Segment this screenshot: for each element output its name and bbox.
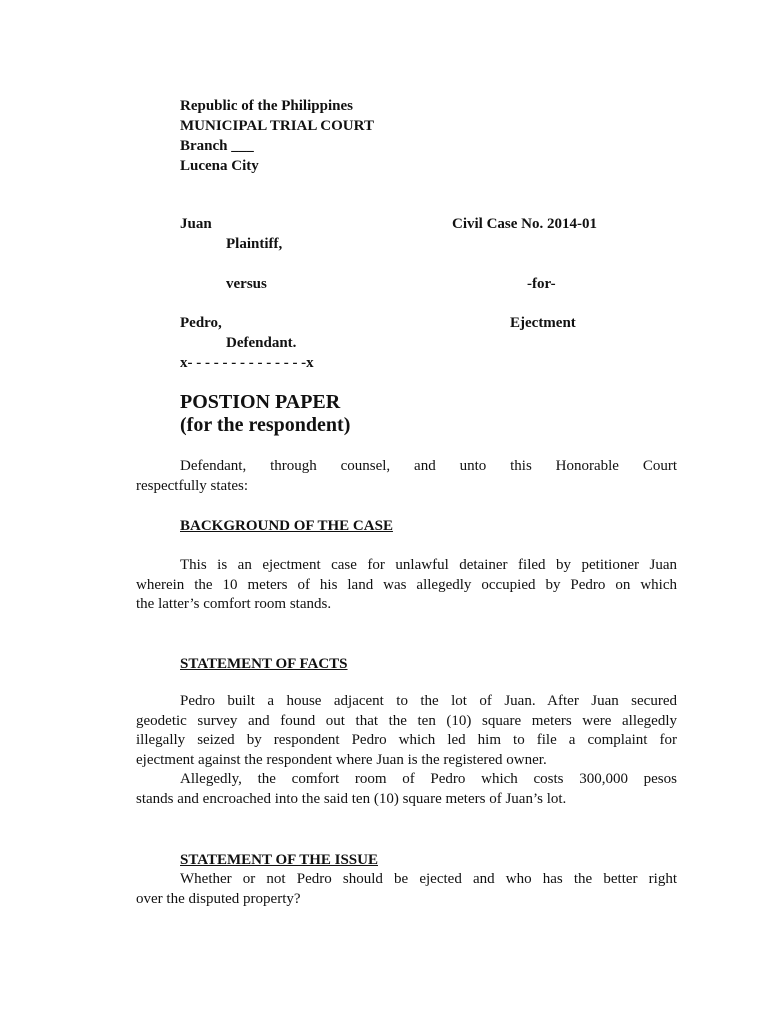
defendant-name: Pedro, [180, 315, 222, 331]
for-label: -for- [527, 276, 556, 292]
plaintiff-name: Juan [180, 216, 212, 232]
issue-heading: STATEMENT OF THE ISSUE [180, 852, 378, 868]
defendant-role: Defendant. [226, 335, 297, 351]
case-nature: Ejectment [510, 315, 576, 331]
document-title: POSTION PAPER [180, 391, 341, 413]
facts-paragraph-2 [136, 770, 677, 809]
facts-paragraph-1 [136, 692, 677, 770]
header-court: MUNICIPAL TRIAL COURT [180, 118, 374, 134]
header-city: Lucena City [180, 158, 259, 174]
facts-line: Allegedly, the comfort room of Pedro which costs 300,000 pesos [180, 771, 677, 787]
facts-line: Pedro built a house adjacent to the lot of Juan. After Juan secured [180, 693, 677, 709]
intro-line: respectfully states: [136, 477, 249, 494]
header-republic: Republic of the Philippines [180, 98, 353, 114]
background-heading: BACKGROUND OF THE CASE [180, 518, 393, 534]
facts-line: ejectment against the respondent where Juan is the registered owner. [136, 751, 547, 768]
case-number: Civil Case No. 2014-01 [452, 216, 597, 232]
caption-divider: x- - - - - - - - - - - - - -x [180, 355, 314, 371]
facts-line: illegally seized by respondent Pedro which led him to file a complaint for [136, 732, 677, 748]
facts-line: stands and encroached into the said ten (10) square meters of Juan’s lot. [136, 790, 567, 807]
background-line: the latter’s comfort room stands. [136, 596, 332, 612]
plaintiff-role: Plaintiff, [226, 236, 283, 252]
issue-paragraph [136, 870, 677, 909]
background-paragraph [136, 556, 677, 615]
intro-line: Defendant, through counsel, and unto this Honorable Court [180, 458, 677, 474]
background-line: wherein the 10 meters of his land was allegedly occupied by Pedro on which [136, 576, 677, 593]
intro-paragraph [136, 457, 677, 496]
facts-line: geodetic survey and found out that the ten (10) square meters were allegedly [136, 712, 677, 729]
issue-line: Whether or not Pedro should be ejected and who has the better right [180, 871, 677, 887]
background-line: This is an ejectment case for unlawful detainer filed by petitioner Juan [180, 557, 677, 573]
header-branch: Branch ___ [180, 138, 254, 154]
document-subtitle: (for the respondent) [180, 414, 351, 436]
versus-label: versus [226, 276, 267, 292]
facts-heading: STATEMENT OF FACTS [180, 656, 348, 672]
issue-line: over the disputed property? [136, 890, 301, 907]
